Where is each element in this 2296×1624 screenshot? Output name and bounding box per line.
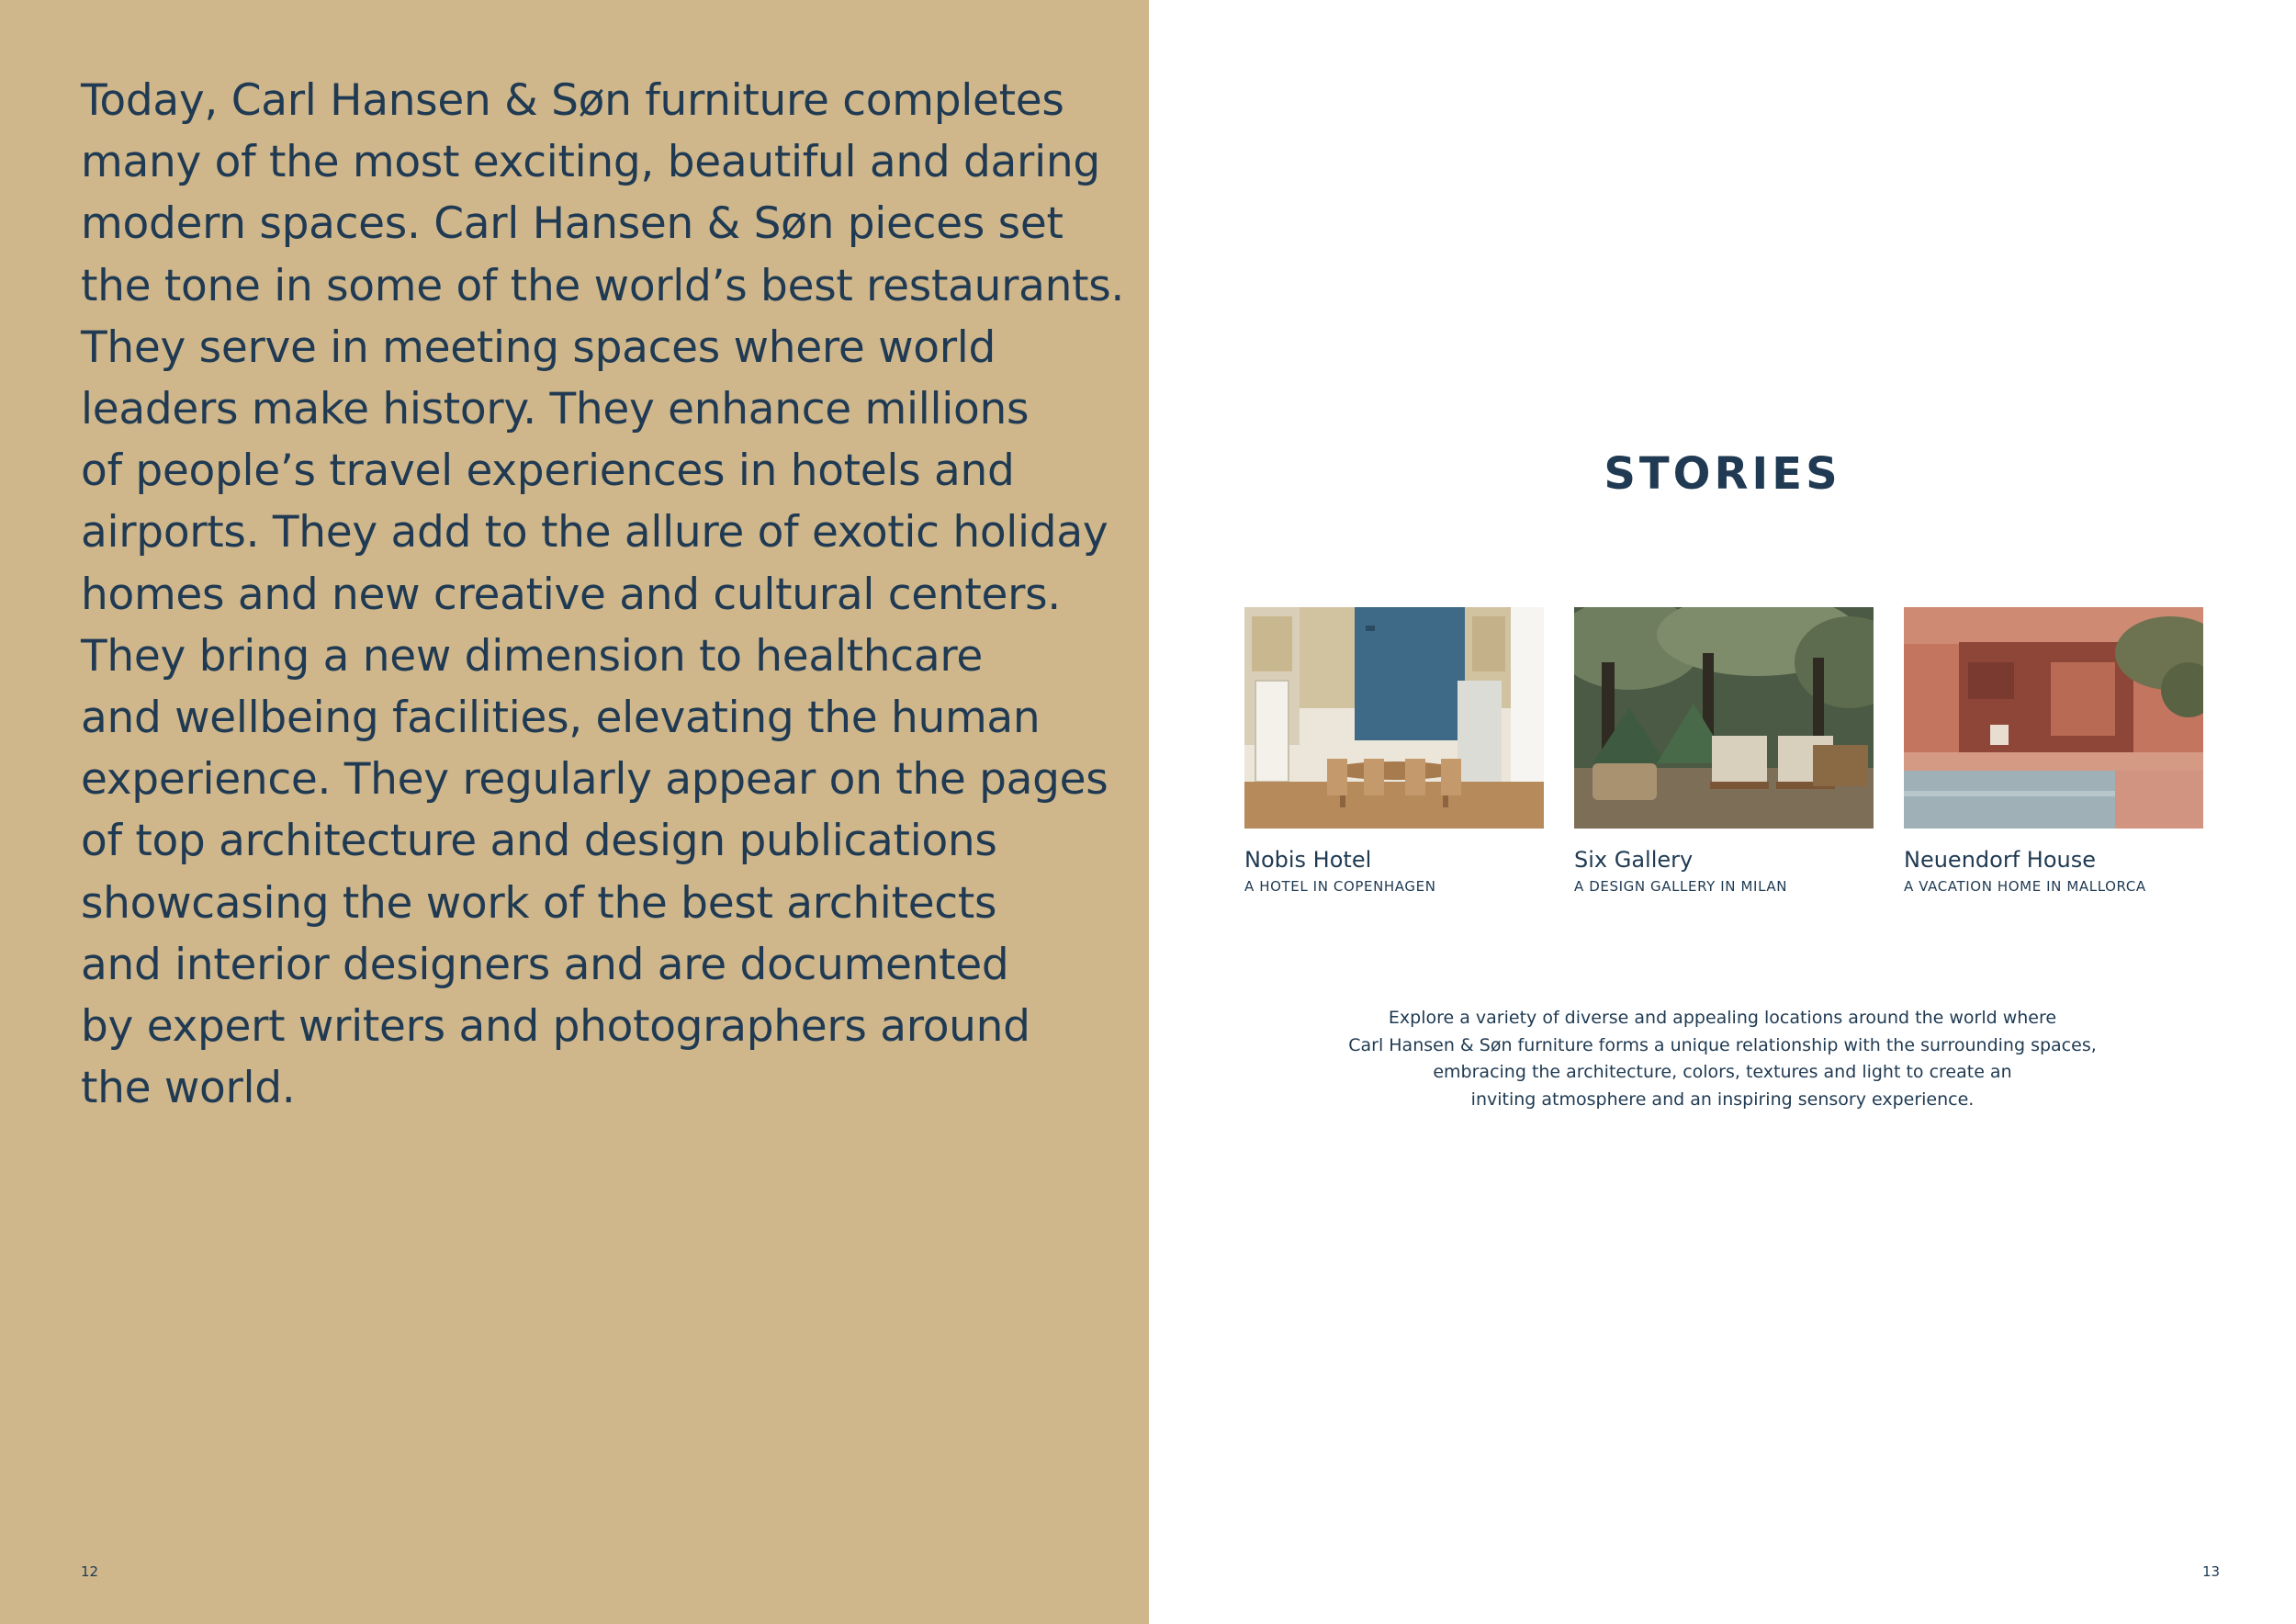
intro-line: and interior designers and are documented [81, 939, 1009, 990]
intro-line: modern spaces. Carl Hansen & Søn pieces set [81, 198, 1064, 250]
story-name: Six Gallery [1574, 847, 1694, 873]
intro-line: airports. They add to the allure of exotic holiday [81, 507, 1109, 558]
story-subtitle: A HOTEL IN COPENHAGEN [1244, 878, 1436, 895]
intro-line: leaders make history. They enhance millions [81, 384, 1030, 435]
garden-lounge-photo[interactable] [1574, 607, 1874, 829]
intro-line: the tone in some of the world’s best restaurants. [81, 260, 1125, 311]
intro-line: of people’s travel experiences in hotels and [81, 445, 1015, 497]
intro-line: and wellbeing facilities, elevating the human [81, 693, 1041, 744]
intro-line: homes and new creative and cultural centers. [81, 569, 1061, 620]
story-name: Neuendorf House [1904, 847, 2096, 873]
explore-paragraph [1149, 1005, 2296, 1113]
explore-line: Explore a variety of diverse and appealing locations around the world where [1388, 1008, 2057, 1028]
story-subtitle: A VACATION HOME IN MALLORCA [1904, 878, 2146, 895]
explore-line: Carl Hansen & Søn furniture forms a unique relationship with the surrounding spaces, [1348, 1034, 2097, 1055]
intro-line: many of the most exciting, beautiful and daring [81, 137, 1100, 188]
story-card-nobis-hotel[interactable] [1244, 607, 1544, 895]
intro-paragraph [81, 70, 1125, 1119]
stories-title: STORIES [1604, 448, 1841, 500]
intro-line: experience. They regularly appear on the pages [81, 754, 1109, 806]
story-subtitle: A DESIGN GALLERY IN MILAN [1574, 878, 1788, 895]
page-number-left: 12 [81, 1563, 99, 1580]
story-card-neuendorf-house[interactable] [1904, 607, 2203, 895]
intro-line: by expert writers and photographers around [81, 1001, 1030, 1053]
intro-line: They serve in meeting spaces where world [81, 321, 996, 373]
story-card-six-gallery[interactable] [1574, 607, 1874, 895]
explore-line: inviting atmosphere and an inspiring sensory experience. [1470, 1088, 1975, 1110]
explore-line: embracing the architecture, colors, textures and light to create an [1433, 1062, 2012, 1082]
story-name: Nobis Hotel [1244, 847, 1372, 873]
intro-line: showcasing the work of the best architects [81, 877, 997, 929]
page-number-right: 13 [2202, 1563, 2221, 1580]
intro-line: of top architecture and design publications [81, 816, 997, 867]
intro-line: They bring a new dimension to healthcare [81, 630, 983, 682]
intro-line: Today, Carl Hansen & Søn furniture completes [81, 75, 1064, 126]
intro-line: the world. [81, 1063, 296, 1114]
terracotta-courtyard-photo[interactable] [1904, 607, 2203, 829]
dining-room-photo[interactable] [1244, 607, 1544, 829]
